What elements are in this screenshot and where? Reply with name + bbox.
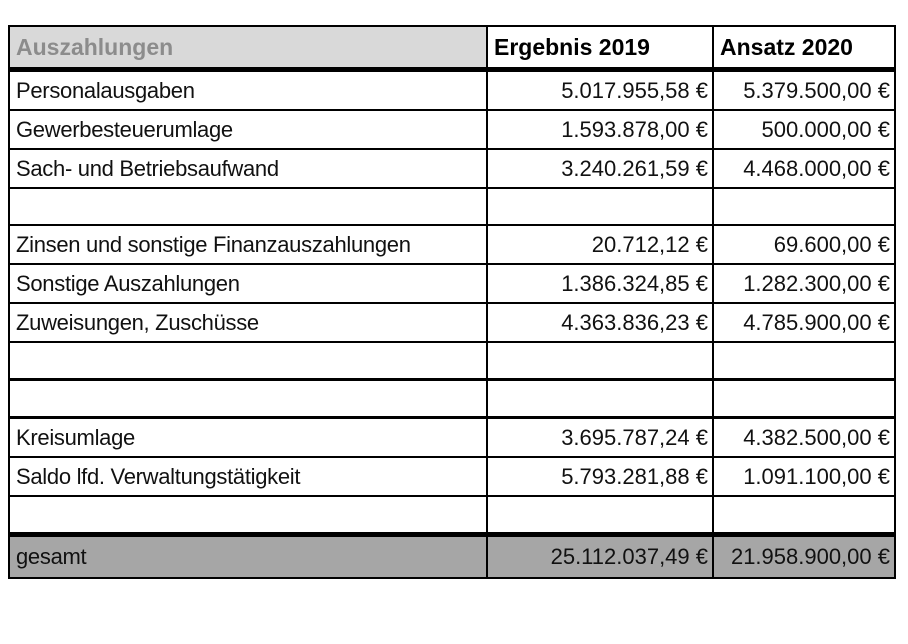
table-row (9, 264, 895, 303)
row-label[interactable]: Sonstige Auszahlungen (9, 264, 487, 303)
total-ergebnis-2019[interactable]: 25.112.037,49 € (487, 535, 713, 579)
row-ergebnis-2019[interactable]: 4.363.836,23 € (487, 303, 713, 342)
row-label[interactable]: Zuweisungen, Zuschüsse (9, 303, 487, 342)
row-label[interactable] (9, 342, 487, 380)
row-ansatz-2020[interactable]: 4.382.500,00 € (713, 418, 895, 458)
row-ansatz-2020[interactable]: 1.091.100,00 € (713, 457, 895, 496)
row-label[interactable]: Zinsen und sonstige Finanzauszahlungen (9, 225, 487, 264)
row-ergebnis-2019[interactable]: 3.240.261,59 € (487, 149, 713, 188)
row-ansatz-2020[interactable] (713, 496, 895, 535)
spreadsheet (8, 25, 894, 579)
row-ansatz-2020[interactable]: 5.379.500,00 € (713, 70, 895, 111)
row-ansatz-2020[interactable] (713, 342, 895, 380)
row-ergebnis-2019[interactable]: 3.695.787,24 € (487, 418, 713, 458)
header-ergebnis-2019[interactable]: Ergebnis 2019 (487, 26, 713, 70)
row-ergebnis-2019[interactable] (487, 342, 713, 380)
row-ansatz-2020[interactable]: 4.785.900,00 € (713, 303, 895, 342)
table-row (9, 70, 895, 111)
header-row (9, 26, 895, 70)
row-label[interactable]: Sach- und Betriebsaufwand (9, 149, 487, 188)
table-row-empty (9, 188, 895, 225)
row-ergebnis-2019[interactable] (487, 188, 713, 225)
table-row (9, 110, 895, 149)
table-row (9, 149, 895, 188)
table-row (9, 303, 895, 342)
row-ergebnis-2019[interactable]: 20.712,12 € (487, 225, 713, 264)
row-ergebnis-2019[interactable] (487, 496, 713, 535)
total-ansatz-2020[interactable]: 21.958.900,00 € (713, 535, 895, 579)
auszahlungen-table (8, 25, 896, 579)
row-label[interactable] (9, 380, 487, 418)
row-ansatz-2020[interactable]: 4.468.000,00 € (713, 149, 895, 188)
header-auszahlungen[interactable]: Auszahlungen (9, 26, 487, 70)
row-ansatz-2020[interactable] (713, 380, 895, 418)
table-row (9, 418, 895, 458)
row-ansatz-2020[interactable]: 1.282.300,00 € (713, 264, 895, 303)
row-ansatz-2020[interactable]: 500.000,00 € (713, 110, 895, 149)
row-ergebnis-2019[interactable]: 5.017.955,58 € (487, 70, 713, 111)
row-label[interactable]: Personalausgaben (9, 70, 487, 111)
row-ergebnis-2019[interactable]: 1.386.324,85 € (487, 264, 713, 303)
row-ansatz-2020[interactable] (713, 188, 895, 225)
total-label[interactable]: gesamt (9, 535, 487, 579)
row-ergebnis-2019[interactable]: 1.593.878,00 € (487, 110, 713, 149)
table-row (9, 457, 895, 496)
row-ansatz-2020[interactable]: 69.600,00 € (713, 225, 895, 264)
table-row (9, 225, 895, 264)
total-row (9, 535, 895, 579)
table-row-empty (9, 342, 895, 380)
row-label[interactable] (9, 188, 487, 225)
table-row-empty (9, 380, 895, 418)
row-label[interactable]: Kreisumlage (9, 418, 487, 458)
row-ergebnis-2019[interactable] (487, 380, 713, 418)
row-label[interactable]: Gewerbesteuerumlage (9, 110, 487, 149)
table-row-empty (9, 496, 895, 535)
row-label[interactable]: Saldo lfd. Verwaltungstätigkeit (9, 457, 487, 496)
row-ergebnis-2019[interactable]: 5.793.281,88 € (487, 457, 713, 496)
row-label[interactable] (9, 496, 487, 535)
header-ansatz-2020[interactable]: Ansatz 2020 (713, 26, 895, 70)
